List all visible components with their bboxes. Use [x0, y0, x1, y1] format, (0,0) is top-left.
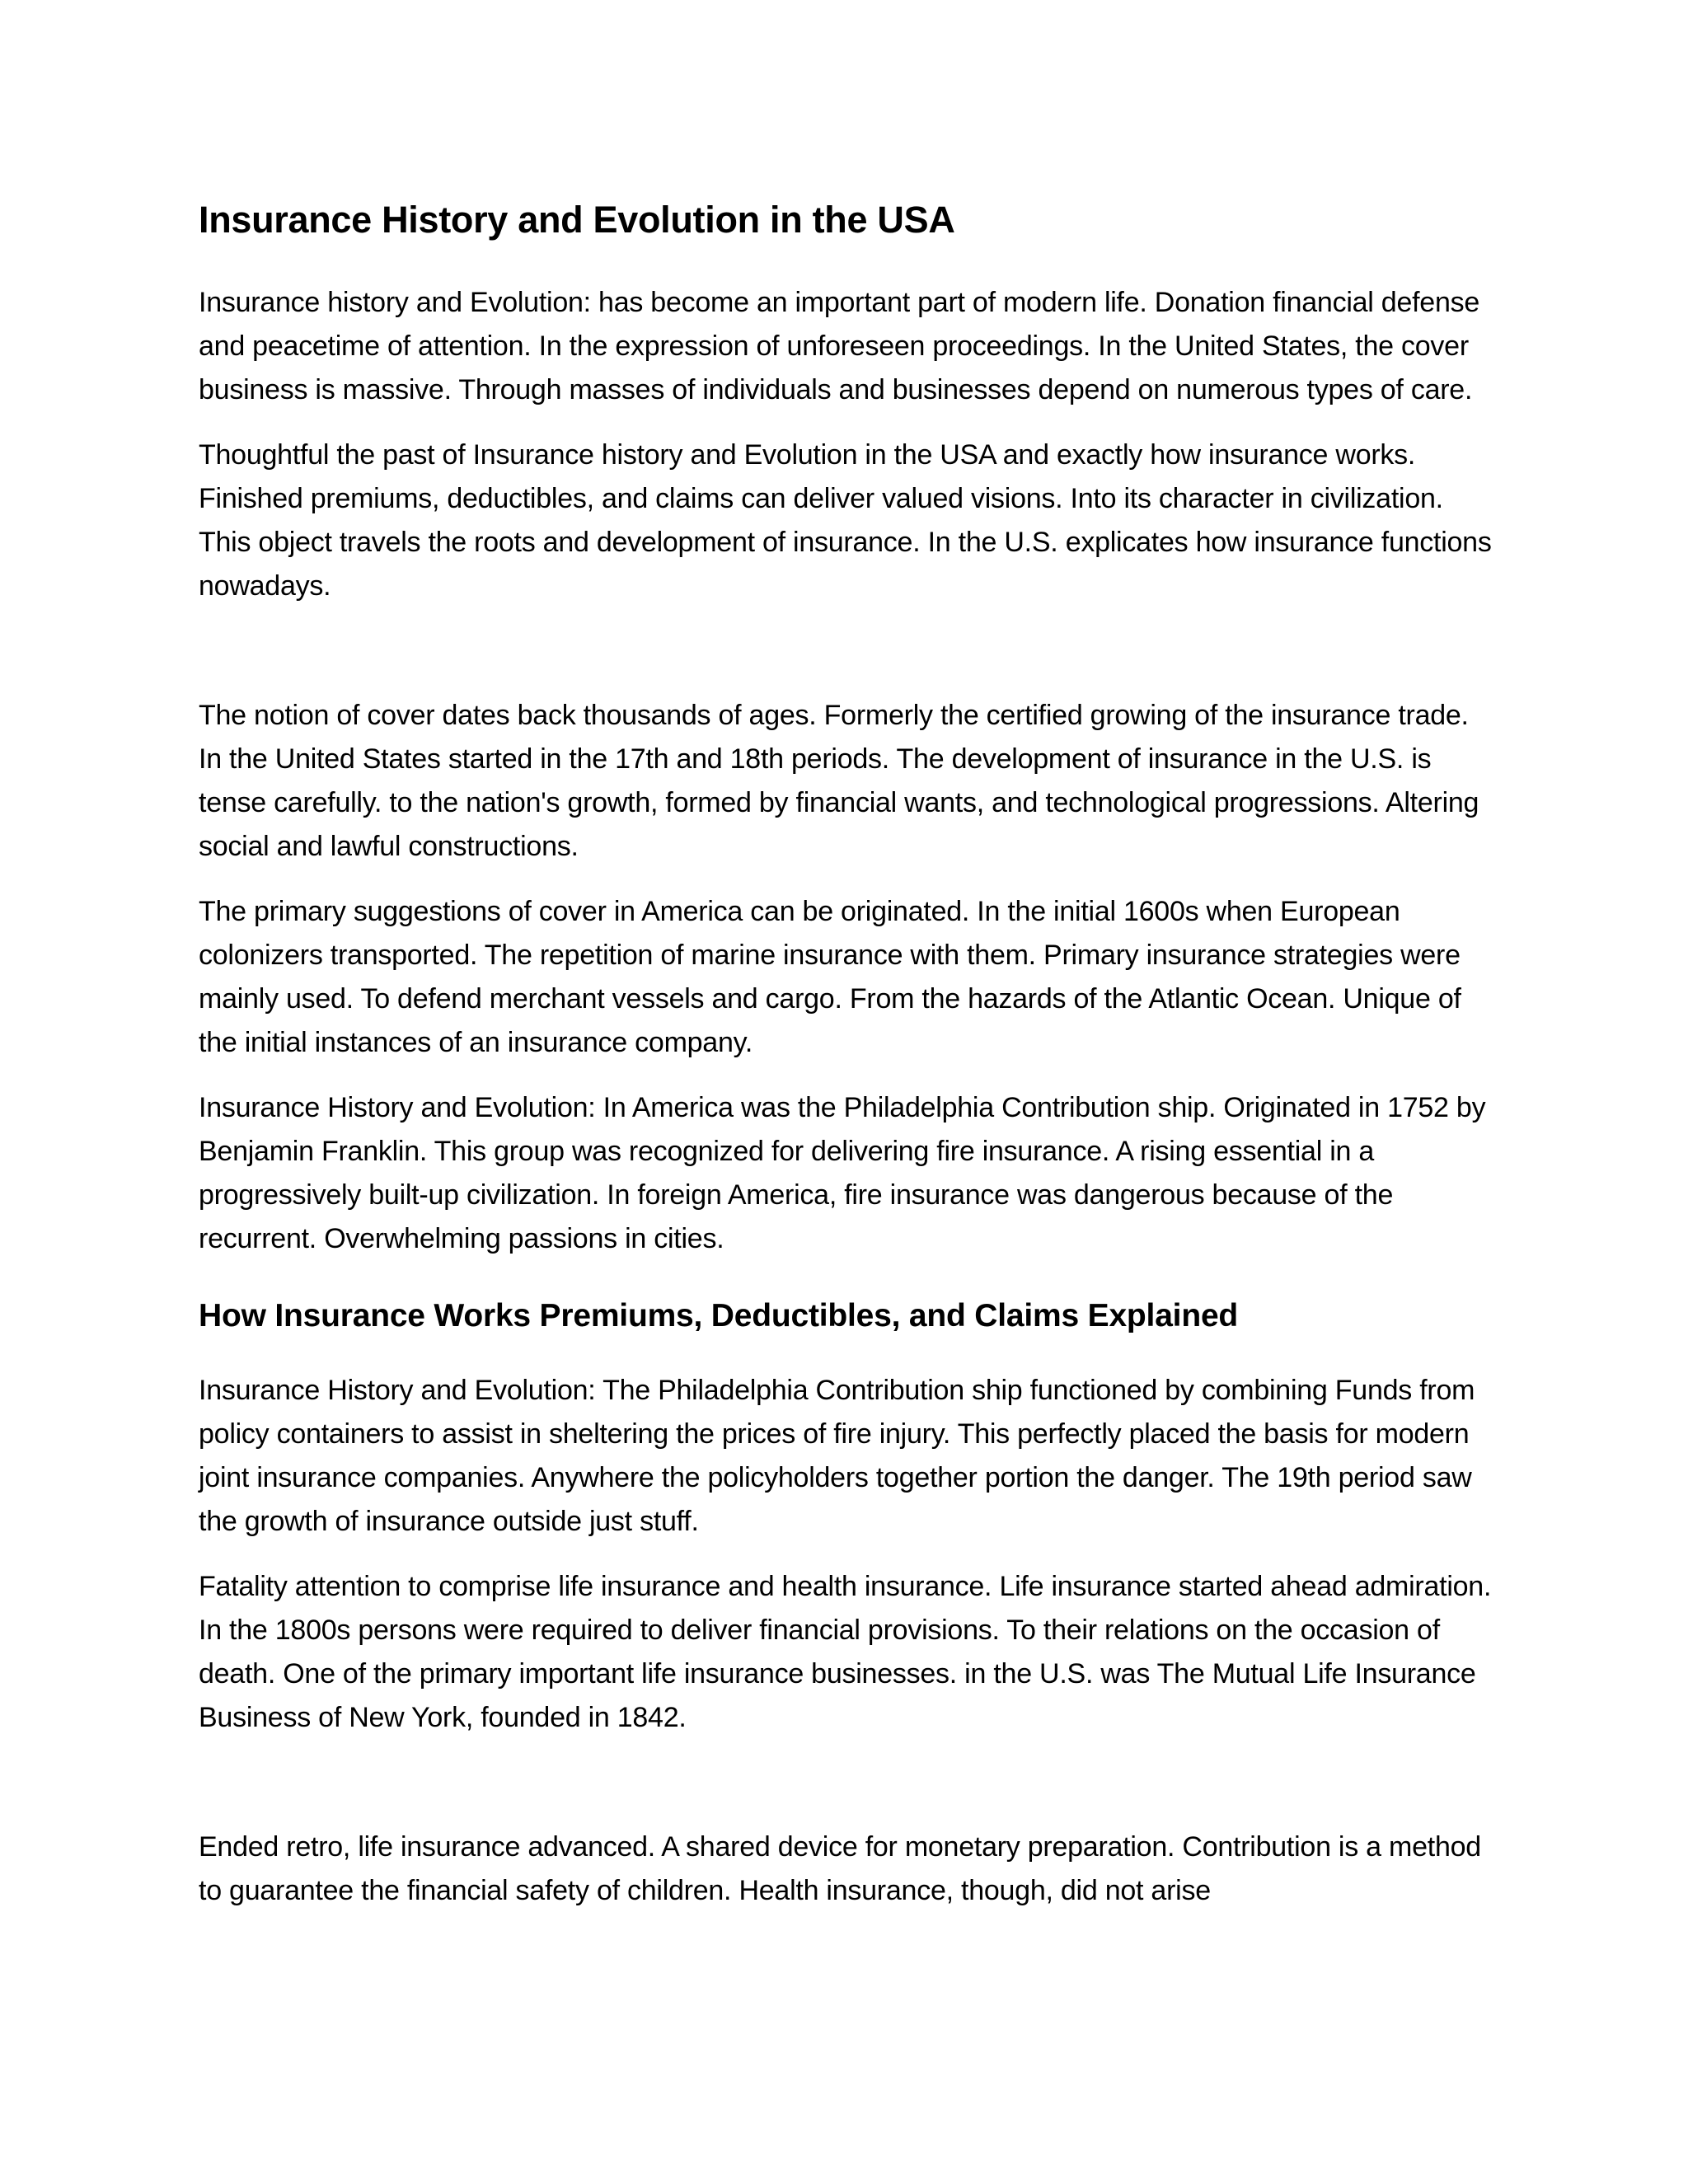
- document-title: Insurance History and Evolution in the USA: [199, 199, 955, 241]
- paragraph-history-2: The primary suggestions of cover in America can be originated. In the initial 1600s when European colonizers transported. The repetition of marine insurance with them. Primary insurance strategies were mainly used. To defend merchant vessels and cargo. From the hazards of the Atlantic Ocean. Unique of the initial instances of an insurance company.: [199, 896, 1461, 1058]
- paragraph-history-1: The notion of cover dates back thousands of ages. Formerly the certified growing of the insurance trade. In the United States started in the 17th and 18th periods. The development of insurance in the U.S. is tense carefully. to the nation's growth, formed by financial wants, and technological progressions. Altering social and lawful constructions.: [199, 700, 1479, 862]
- section-heading: How Insurance Works Premiums, Deductibles, and Claims Explained: [199, 1298, 1239, 1333]
- paragraph-intro-2: Thoughtful the past of Insurance history and Evolution in the USA and exactly how insurance works. Finished premiums, deductibles, and claims can deliver valued visions. Into its character in civilization. This object travels the roots and development of insurance. In the U.S. explicates how insurance functions nowadays.: [199, 439, 1492, 602]
- paragraph-section-2: Fatality attention to comprise life insurance and health insurance. Life insurance started ahead admiration. In the 1800s persons were required to deliver financial provisions. To their relations on the occasion of death. One of the primary important life insurance businesses. in the U.S. was The Mutual Life Insurance Business of New York, founded in 1842.: [199, 1571, 1492, 1733]
- paragraph-history-3: Insurance History and Evolution: In America was the Philadelphia Contribution ship. Originated in 1752 by Benjamin Franklin. This group was recognized for delivering fire insurance. A rising essential in a progressively built-up civilization. In foreign America, fire insurance was dangerous because of the recurrent. Overwhelming passions in cities.: [199, 1092, 1486, 1254]
- document-body: [199, 195, 1493, 1934]
- paragraph-section-3: Ended retro, life insurance advanced. A shared device for monetary preparation. Contribution is a method to guarantee the financial safety of children. Health insurance, though, did not arise: [199, 1831, 1481, 1906]
- paragraph-section-1: Insurance History and Evolution: The Philadelphia Contribution ship functioned by combining Funds from policy containers to assist in sheltering the prices of fire injury. This perfectly placed the basis for modern joint insurance companies. Anywhere the policyholders together portion the danger. The 19th period saw the growth of insurance outside just stuff.: [199, 1375, 1475, 1537]
- paragraph-intro-1: Insurance history and Evolution: has become an important part of modern life. Donation financial defense and peacetime of attention. In the expression of unforeseen proceedings. In the United States, the cover business is massive. Through masses of individuals and businesses depend on numerous types of care.: [199, 287, 1480, 405]
